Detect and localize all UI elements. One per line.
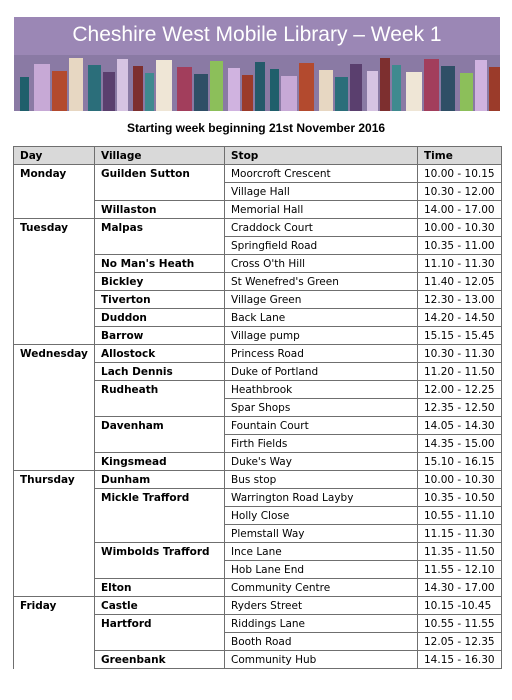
village-cell: Greenbank (95, 651, 225, 669)
village-cell: Allostock (95, 345, 225, 363)
village-cell (95, 561, 225, 579)
book-spine (34, 64, 50, 111)
book-spine (255, 62, 265, 111)
time-cell: 10.30 - 12.00 (418, 183, 502, 201)
village-cell (95, 399, 225, 417)
stop-cell: Duke's Way (225, 453, 418, 471)
time-cell: 11.20 - 11.50 (418, 363, 502, 381)
time-cell: 10.00 - 10.15 (418, 165, 502, 183)
village-cell: Davenham (95, 417, 225, 435)
schedule-subtitle: Starting week beginning 21st November 2016 (126, 121, 386, 135)
village-cell (95, 435, 225, 453)
book-spine (228, 68, 240, 111)
book-spine (133, 66, 143, 111)
book-spine (281, 76, 297, 111)
time-cell: 10.35 - 10.50 (418, 489, 502, 507)
time-cell: 12.00 - 12.25 (418, 381, 502, 399)
time-cell: 10.00 - 10.30 (418, 219, 502, 237)
stop-cell: Princess Road (225, 345, 418, 363)
time-cell: 14.15 - 16.30 (418, 651, 502, 669)
header-village: Village (95, 147, 225, 165)
book-spine (335, 77, 348, 111)
book-spine (270, 69, 279, 111)
table-row (14, 219, 502, 237)
banner (14, 17, 500, 111)
book-spine (88, 65, 101, 111)
book-spine (350, 64, 362, 111)
time-cell: 11.35 - 11.50 (418, 543, 502, 561)
day-cell: Tuesday (14, 219, 95, 345)
time-cell: 11.55 - 12.10 (418, 561, 502, 579)
table-row (14, 597, 502, 615)
book-spine (441, 66, 455, 111)
book-spine (406, 72, 422, 111)
book-spine (299, 63, 314, 111)
day-cell: Wednesday (14, 345, 95, 471)
book-spine (103, 72, 115, 111)
book-spine (380, 58, 390, 111)
village-cell: Willaston (95, 201, 225, 219)
stop-cell: Back Lane (225, 309, 418, 327)
village-cell: Malpas (95, 219, 225, 237)
time-cell: 14.00 - 17.00 (418, 201, 502, 219)
table-row (14, 165, 502, 183)
table-row (14, 471, 502, 489)
village-cell: No Man's Heath (95, 255, 225, 273)
book-spine (489, 67, 500, 111)
stop-cell: Memorial Hall (225, 201, 418, 219)
schedule-table (13, 146, 502, 669)
stop-cell: Riddings Lane (225, 615, 418, 633)
stop-cell: Heathbrook (225, 381, 418, 399)
stop-cell: Warrington Road Layby (225, 489, 418, 507)
village-cell: Hartford (95, 615, 225, 633)
book-spine (319, 70, 333, 111)
stop-cell: Fountain Court (225, 417, 418, 435)
stop-cell: Ince Lane (225, 543, 418, 561)
time-cell: 11.15 - 11.30 (418, 525, 502, 543)
village-cell: Elton (95, 579, 225, 597)
time-cell: 15.10 - 16.15 (418, 453, 502, 471)
time-cell: 10.55 - 11.10 (418, 507, 502, 525)
time-cell: 15.15 - 15.45 (418, 327, 502, 345)
book-spine (117, 59, 128, 111)
stop-cell: Holly Close (225, 507, 418, 525)
village-cell: Tiverton (95, 291, 225, 309)
time-cell: 11.10 - 11.30 (418, 255, 502, 273)
book-spine (52, 71, 67, 111)
book-spine (210, 61, 223, 111)
book-spine (69, 58, 83, 111)
stop-cell: Craddock Court (225, 219, 418, 237)
table-row (14, 345, 502, 363)
stop-cell: Springfield Road (225, 237, 418, 255)
village-cell: Rudheath (95, 381, 225, 399)
book-spine (20, 77, 29, 111)
day-cell: Friday (14, 597, 95, 669)
village-cell: Duddon (95, 309, 225, 327)
book-spine (156, 60, 172, 111)
stop-cell: Community Hub (225, 651, 418, 669)
stop-cell: Cross O'th Hill (225, 255, 418, 273)
stop-cell: Village Hall (225, 183, 418, 201)
stop-cell: Hob Lane End (225, 561, 418, 579)
stop-cell: Firth Fields (225, 435, 418, 453)
bookshelf-illustration (14, 55, 500, 111)
header-time: Time (418, 147, 502, 165)
book-spine (367, 71, 378, 111)
time-cell: 10.00 - 10.30 (418, 471, 502, 489)
time-cell: 12.30 - 13.00 (418, 291, 502, 309)
village-cell: Kingsmead (95, 453, 225, 471)
village-cell (95, 237, 225, 255)
stop-cell: Community Centre (225, 579, 418, 597)
book-spine (194, 74, 208, 111)
table-header-row (14, 147, 502, 165)
stop-cell: Village pump (225, 327, 418, 345)
book-spine (145, 73, 154, 111)
time-cell: 14.30 - 17.00 (418, 579, 502, 597)
header-day: Day (14, 147, 95, 165)
time-cell: 10.55 - 11.55 (418, 615, 502, 633)
book-spine (177, 67, 192, 111)
village-cell: Lach Dennis (95, 363, 225, 381)
schedule-body (14, 165, 502, 669)
book-spine (475, 60, 487, 111)
stop-cell: Duke of Portland (225, 363, 418, 381)
village-cell: Bickley (95, 273, 225, 291)
village-cell (95, 633, 225, 651)
village-cell (95, 183, 225, 201)
stop-cell: St Wenefred's Green (225, 273, 418, 291)
village-cell: Barrow (95, 327, 225, 345)
time-cell: 10.35 - 11.00 (418, 237, 502, 255)
day-cell: Thursday (14, 471, 95, 597)
stop-cell: Bus stop (225, 471, 418, 489)
stop-cell: Moorcroft Crescent (225, 165, 418, 183)
time-cell: 10.15 -10.45 (418, 597, 502, 615)
village-cell (95, 525, 225, 543)
village-cell: Dunham (95, 471, 225, 489)
village-cell: Castle (95, 597, 225, 615)
book-spine (424, 59, 439, 111)
stop-cell: Village Green (225, 291, 418, 309)
stop-cell: Booth Road (225, 633, 418, 651)
stop-cell: Ryders Street (225, 597, 418, 615)
banner-title: Cheshire West Mobile Library – Week 1 (72, 23, 442, 46)
time-cell: 11.40 - 12.05 (418, 273, 502, 291)
village-cell (95, 507, 225, 525)
book-spine (460, 73, 473, 111)
village-cell: Guilden Sutton (95, 165, 225, 183)
time-cell: 14.35 - 15.00 (418, 435, 502, 453)
village-cell: Mickle Trafford (95, 489, 225, 507)
stop-cell: Plemstall Way (225, 525, 418, 543)
book-spine (242, 75, 253, 111)
day-cell: Monday (14, 165, 95, 219)
time-cell: 12.35 - 12.50 (418, 399, 502, 417)
time-cell: 10.30 - 11.30 (418, 345, 502, 363)
book-spine (392, 65, 401, 111)
time-cell: 14.05 - 14.30 (418, 417, 502, 435)
stop-cell: Spar Shops (225, 399, 418, 417)
time-cell: 12.05 - 12.35 (418, 633, 502, 651)
time-cell: 14.20 - 14.50 (418, 309, 502, 327)
header-stop: Stop (225, 147, 418, 165)
village-cell: Wimbolds Trafford (95, 543, 225, 561)
